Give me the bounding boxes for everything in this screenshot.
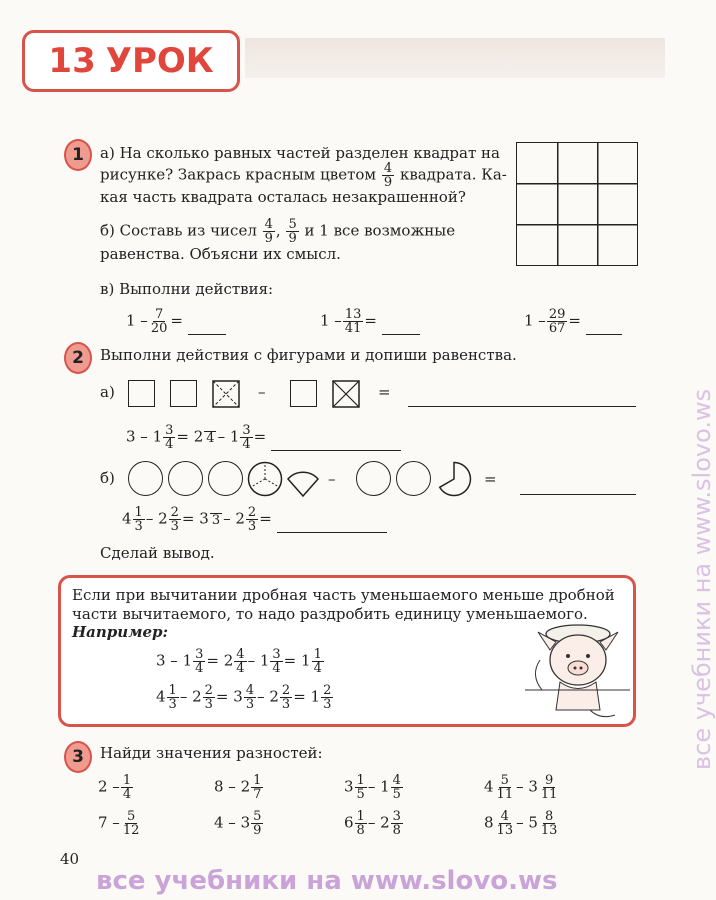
square-shape — [290, 380, 317, 407]
answer-blank[interactable] — [277, 532, 387, 533]
task3-intro: Найди значения разностей: — [100, 744, 323, 762]
fraction: $\frac{4}{9}$ — [264, 217, 273, 246]
circle-shape — [356, 461, 391, 496]
page-number: 40 — [60, 850, 80, 868]
task2-intro: Выполни действия с фигурами и допиши равенства. — [100, 346, 517, 364]
pig-character-illustration — [520, 620, 635, 725]
circle-shape — [208, 461, 243, 496]
grid-square-3x3 — [516, 142, 638, 266]
circle-shape — [128, 461, 163, 496]
watermark-bottom: все учебники на www.slovo.ws — [96, 866, 558, 896]
task1-v-expr-1: 1 – $\frac{7}{20}$ = — [126, 308, 226, 335]
square-shape — [170, 380, 197, 407]
rule-example-label: Например: — [72, 623, 169, 641]
task3-r1-c1: 2 – $\frac{1}{4}$ — [98, 773, 132, 802]
task1-b-line2: равенства. Объясни их смысл. — [100, 245, 341, 263]
lesson-number: 13 — [48, 41, 96, 81]
square-shape — [128, 380, 155, 407]
rule-example-2: 4 $\frac{1}{3}$ – 2 $\frac{2}{3}$ = 3 $\frac{4}{3}$ – 2 $\frac{2}{3}$ = 1 $\frac{2}{3}$ — [156, 683, 332, 712]
header-bleed-strip — [245, 38, 665, 78]
task3-r2-c3: 6 $\frac{1}{8}$ – 2 $\frac{3}{8}$ — [344, 809, 401, 838]
task3-r1-c2: 8 – 2 $\frac{1}{7}$ — [214, 773, 262, 802]
task1-a-line2: рисунке? Закрась красным цветом $\frac{4}{9}$ квадрата. Ка- — [100, 161, 507, 190]
answer-blank[interactable] — [408, 388, 636, 407]
task2-b-expression: 4 $\frac{1}{3}$ – 2 $\frac{2}{3}$ = 3 3 – 2 $\frac{2}{3}$ = — [122, 506, 387, 533]
task3-r2-c1: 7 – $\frac{5}{12}$ — [98, 809, 140, 838]
task2-badge: 2 — [64, 342, 92, 374]
fraction: $\frac{5}{9}$ — [288, 217, 297, 246]
crossed-dashed-square-shape — [212, 380, 240, 408]
hourglass-square-shape — [332, 380, 360, 408]
task2-b-label: б) — [100, 469, 115, 487]
answer-blank[interactable] — [520, 476, 636, 495]
task1-b-line1: б) Составь из чисел $\frac{4}{9}$ , $\frac{5}{9}$ и 1 все возможные — [100, 217, 456, 246]
answer-blank[interactable] — [188, 334, 226, 335]
rule-example-1: 3 – 1 $\frac{3}{4}$ = 2 $\frac{4}{4}$ – 1 $\frac{3}{4}$ = 1 $\frac{1}{4}$ — [156, 647, 322, 676]
task3-r1-c3: 3 $\frac{1}{5}$ – 1 $\frac{4}{5}$ — [344, 773, 401, 802]
answer-blank[interactable] — [586, 334, 622, 335]
task1-badge: 1 — [64, 139, 92, 171]
watermark-side: все учебники на www.slovo.ws — [688, 388, 716, 770]
equals-sign: = — [484, 470, 497, 488]
circle-two-thirds-shape — [436, 461, 472, 497]
equals-sign: = — [378, 383, 391, 401]
task1-v-expr-3: 1 – $\frac{29}{67}$ = — [524, 308, 622, 335]
task2-a-label: а) — [100, 383, 115, 401]
task3-r2-c2: 4 – 3 $\frac{5}{9}$ — [214, 809, 262, 838]
circle-sector-shape — [285, 470, 321, 498]
task2-conclusion: Сделай вывод. — [100, 544, 215, 562]
task3-badge: 3 — [64, 741, 92, 773]
lesson-word: УРОК — [105, 41, 214, 81]
answer-blank[interactable] — [271, 450, 401, 451]
task1-v-label: в) Выполни действия: — [100, 280, 274, 298]
circle-divided-in-thirds-shape — [247, 461, 283, 497]
fraction: $\frac{4}{9}$ — [383, 161, 393, 190]
lesson-header — [22, 30, 240, 92]
task1-a-line1: а) На сколько равных частей разделен квадрат на — [100, 144, 500, 162]
task3-r1-c4: 4 $\frac{5}{11}$ – 3 $\frac{9}{11}$ — [484, 773, 558, 802]
minus-sign: – — [328, 470, 336, 488]
task1-a-line3: кая часть квадрата осталась незакрашенной? — [100, 188, 466, 206]
task1-v-expr-2: 1 – $\frac{13}{41}$ = — [320, 308, 420, 335]
answer-blank[interactable] — [382, 334, 420, 335]
minus-sign: – — [258, 383, 266, 401]
task3-r2-c4: 8 $\frac{4}{13}$ – 5 $\frac{8}{13}$ — [484, 809, 558, 838]
circle-shape — [396, 461, 431, 496]
rule-line2: части вычитаемого, то надо раздробить единицу уменьшаемого. — [72, 605, 588, 623]
rule-line1: Если при вычитании дробная часть уменьшаемого меньше дробной — [72, 586, 615, 604]
circle-shape — [168, 461, 203, 496]
task2-a-expression: 3 – 1 $\frac{3}{4}$ = 2 4 – 1 $\frac{3}{4}$ = — [126, 424, 401, 451]
